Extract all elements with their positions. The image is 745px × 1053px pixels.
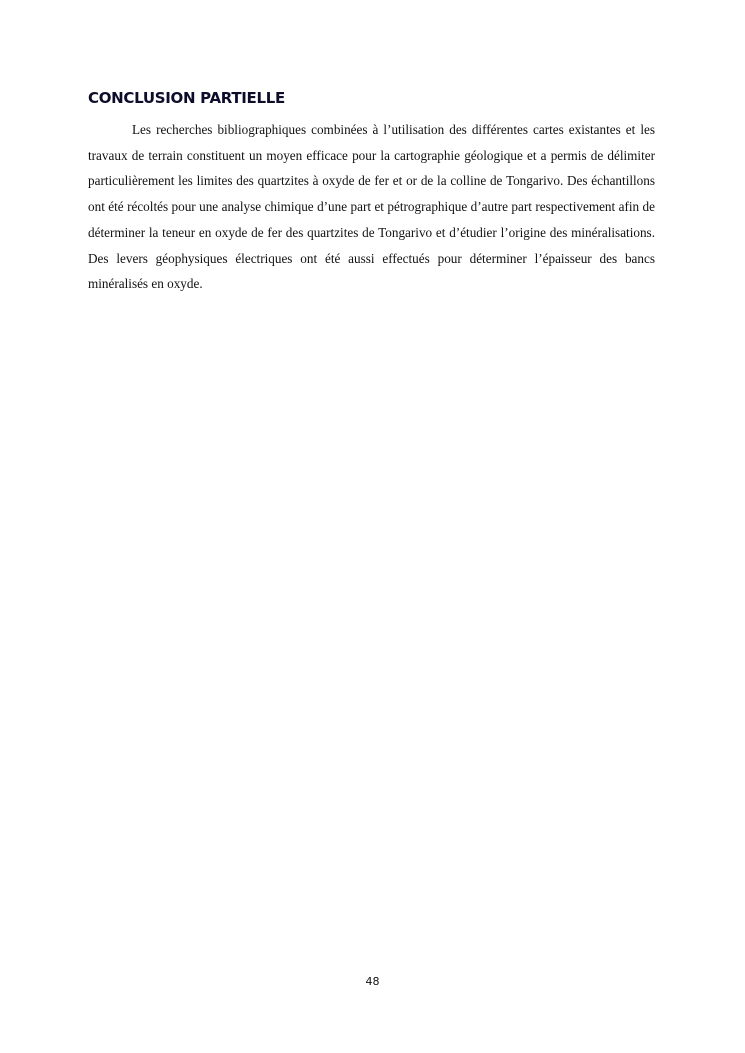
page-number: 48 bbox=[365, 975, 380, 988]
body-paragraph: Les recherches bibliographiques combinées à l’utilisation des différentes cartes existantes et les travaux de terrain constituent un moyen efficace pour la cartographie géologique et a permis de délimiter particulièrement les limites des quartzites à oxyde de fer et or de la colline de Tongarivo. Des échantillons ont été récoltés pour une analyse chimique d’une part et pétrographique d’autre part respectivement afin de déterminer la teneur en oxyde de fer des quartzites de Tongarivo et d’étudier l’origine des minéralisations. Des levers géophysiques électriques ont été aussi effectués pour déterminer l’épaisseur des bancs minéralisés en oxyde. bbox=[88, 122, 655, 292]
section-heading: CONCLUSION PARTIELLE bbox=[88, 89, 285, 107]
